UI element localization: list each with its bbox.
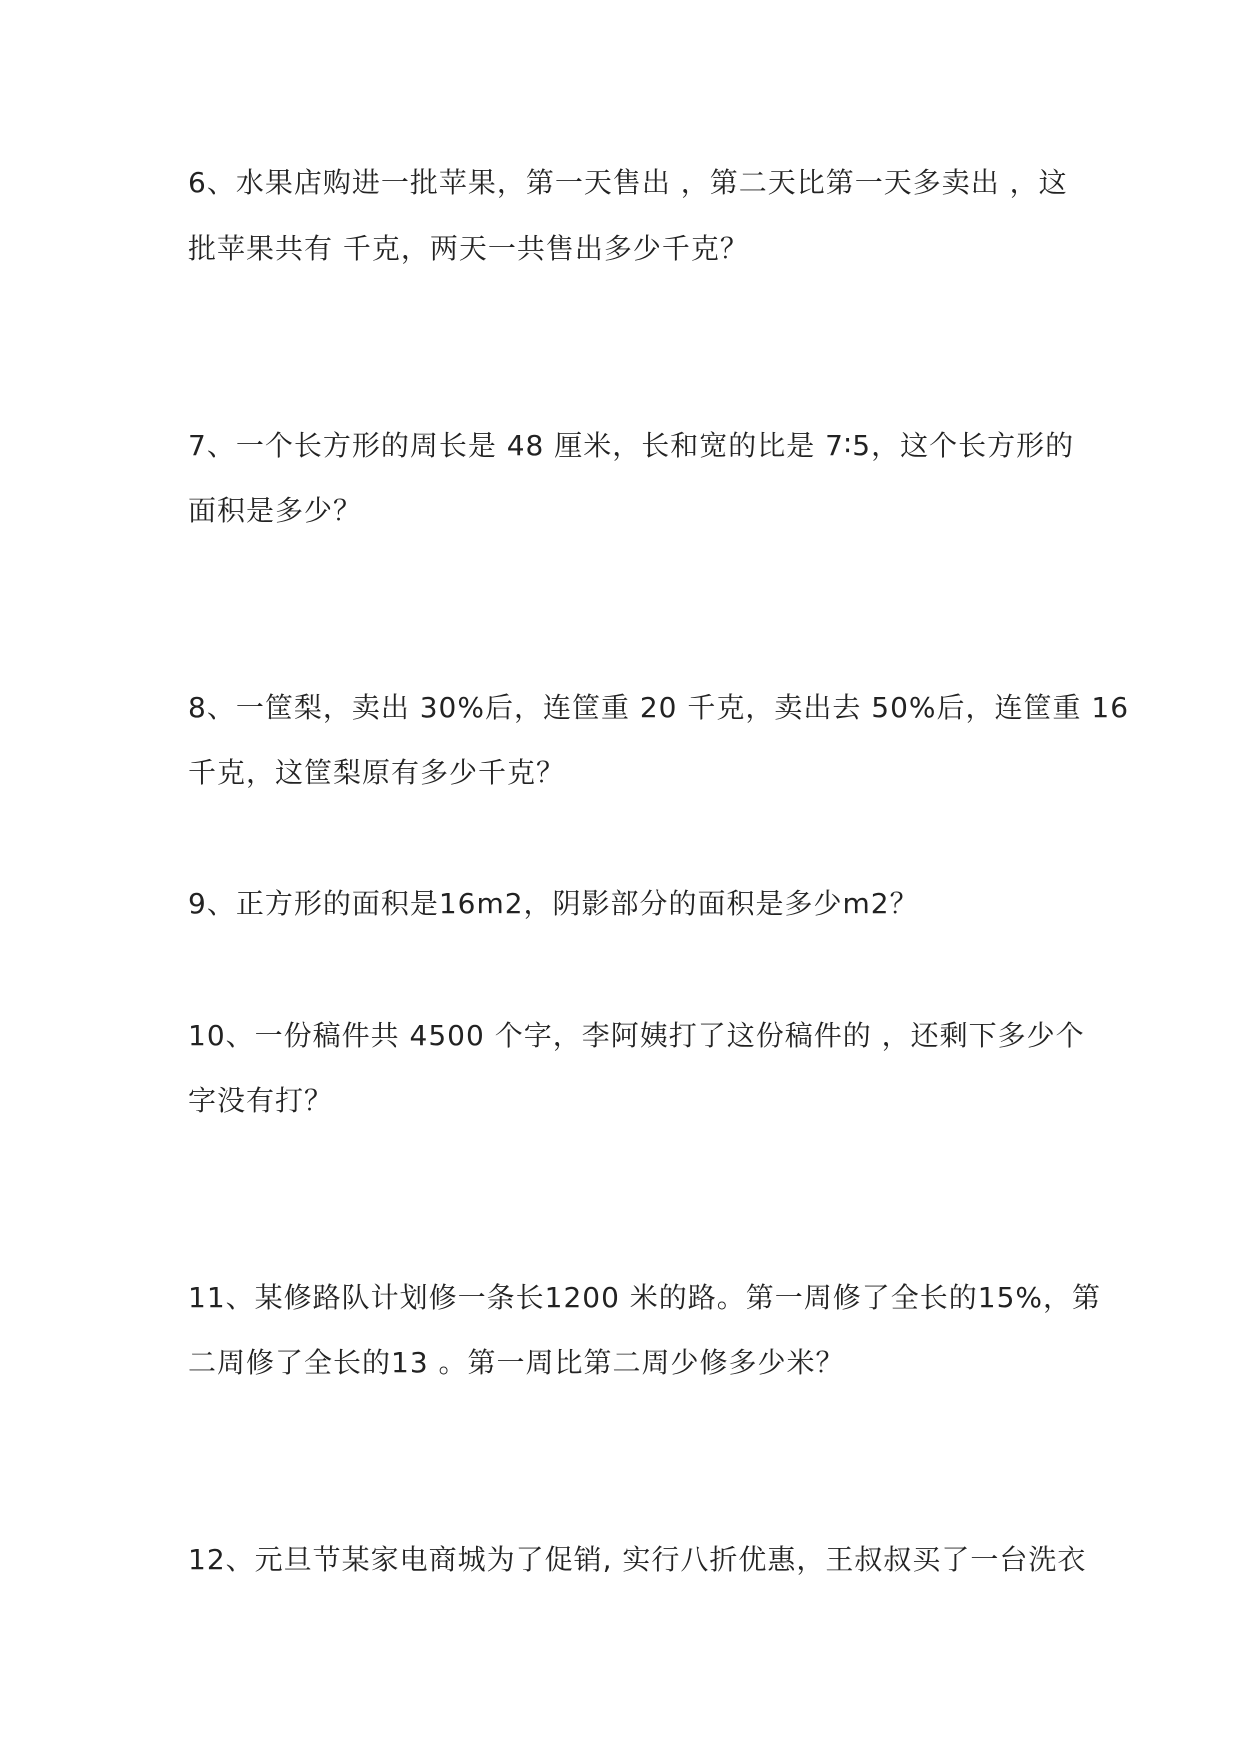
problem-8-line-1: 8、一筐梨，卖出 30%后，连筐重 20 千克，卖出去 50%后，连筐重 16	[188, 691, 1130, 724]
problem-10-line-2: 字没有打？	[188, 1084, 334, 1117]
problem-8-line-2: 千克，这筐梨原有多少千克？	[188, 756, 566, 789]
problem-11-line-1: 11、某修路队计划修一条长1200 米的路。第一周修了全长的15%，第	[188, 1281, 1102, 1314]
problem-9-line-1: 9、正方形的面积是16m2，阴影部分的面积是多少m2？	[188, 887, 919, 920]
problem-10-line-1: 10、一份稿件共 4500 个字，李阿姨打了这份稿件的 ，还剩下多少个	[188, 1019, 1085, 1052]
problem-6-line-2: 批苹果共有 千克，两天一共售出多少千克？	[188, 232, 749, 265]
problem-7-line-2: 面积是多少？	[188, 494, 363, 527]
problem-11-line-2: 二周修了全长的13 。第一周比第二周少修多少米？	[188, 1346, 845, 1379]
problem-12-line-1: 12、元旦节某家电商城为了促销, 实行八折优惠，王叔叔买了一台洗衣	[188, 1543, 1087, 1576]
problem-6-line-1: 6、水果店购进一批苹果，第一天售出 ，第二天比第一天多卖出 ，这	[188, 166, 1068, 199]
problem-7-line-1: 7、一个长方形的周长是 48 厘米，长和宽的比是 7∶5，这个长方形的	[188, 429, 1075, 462]
